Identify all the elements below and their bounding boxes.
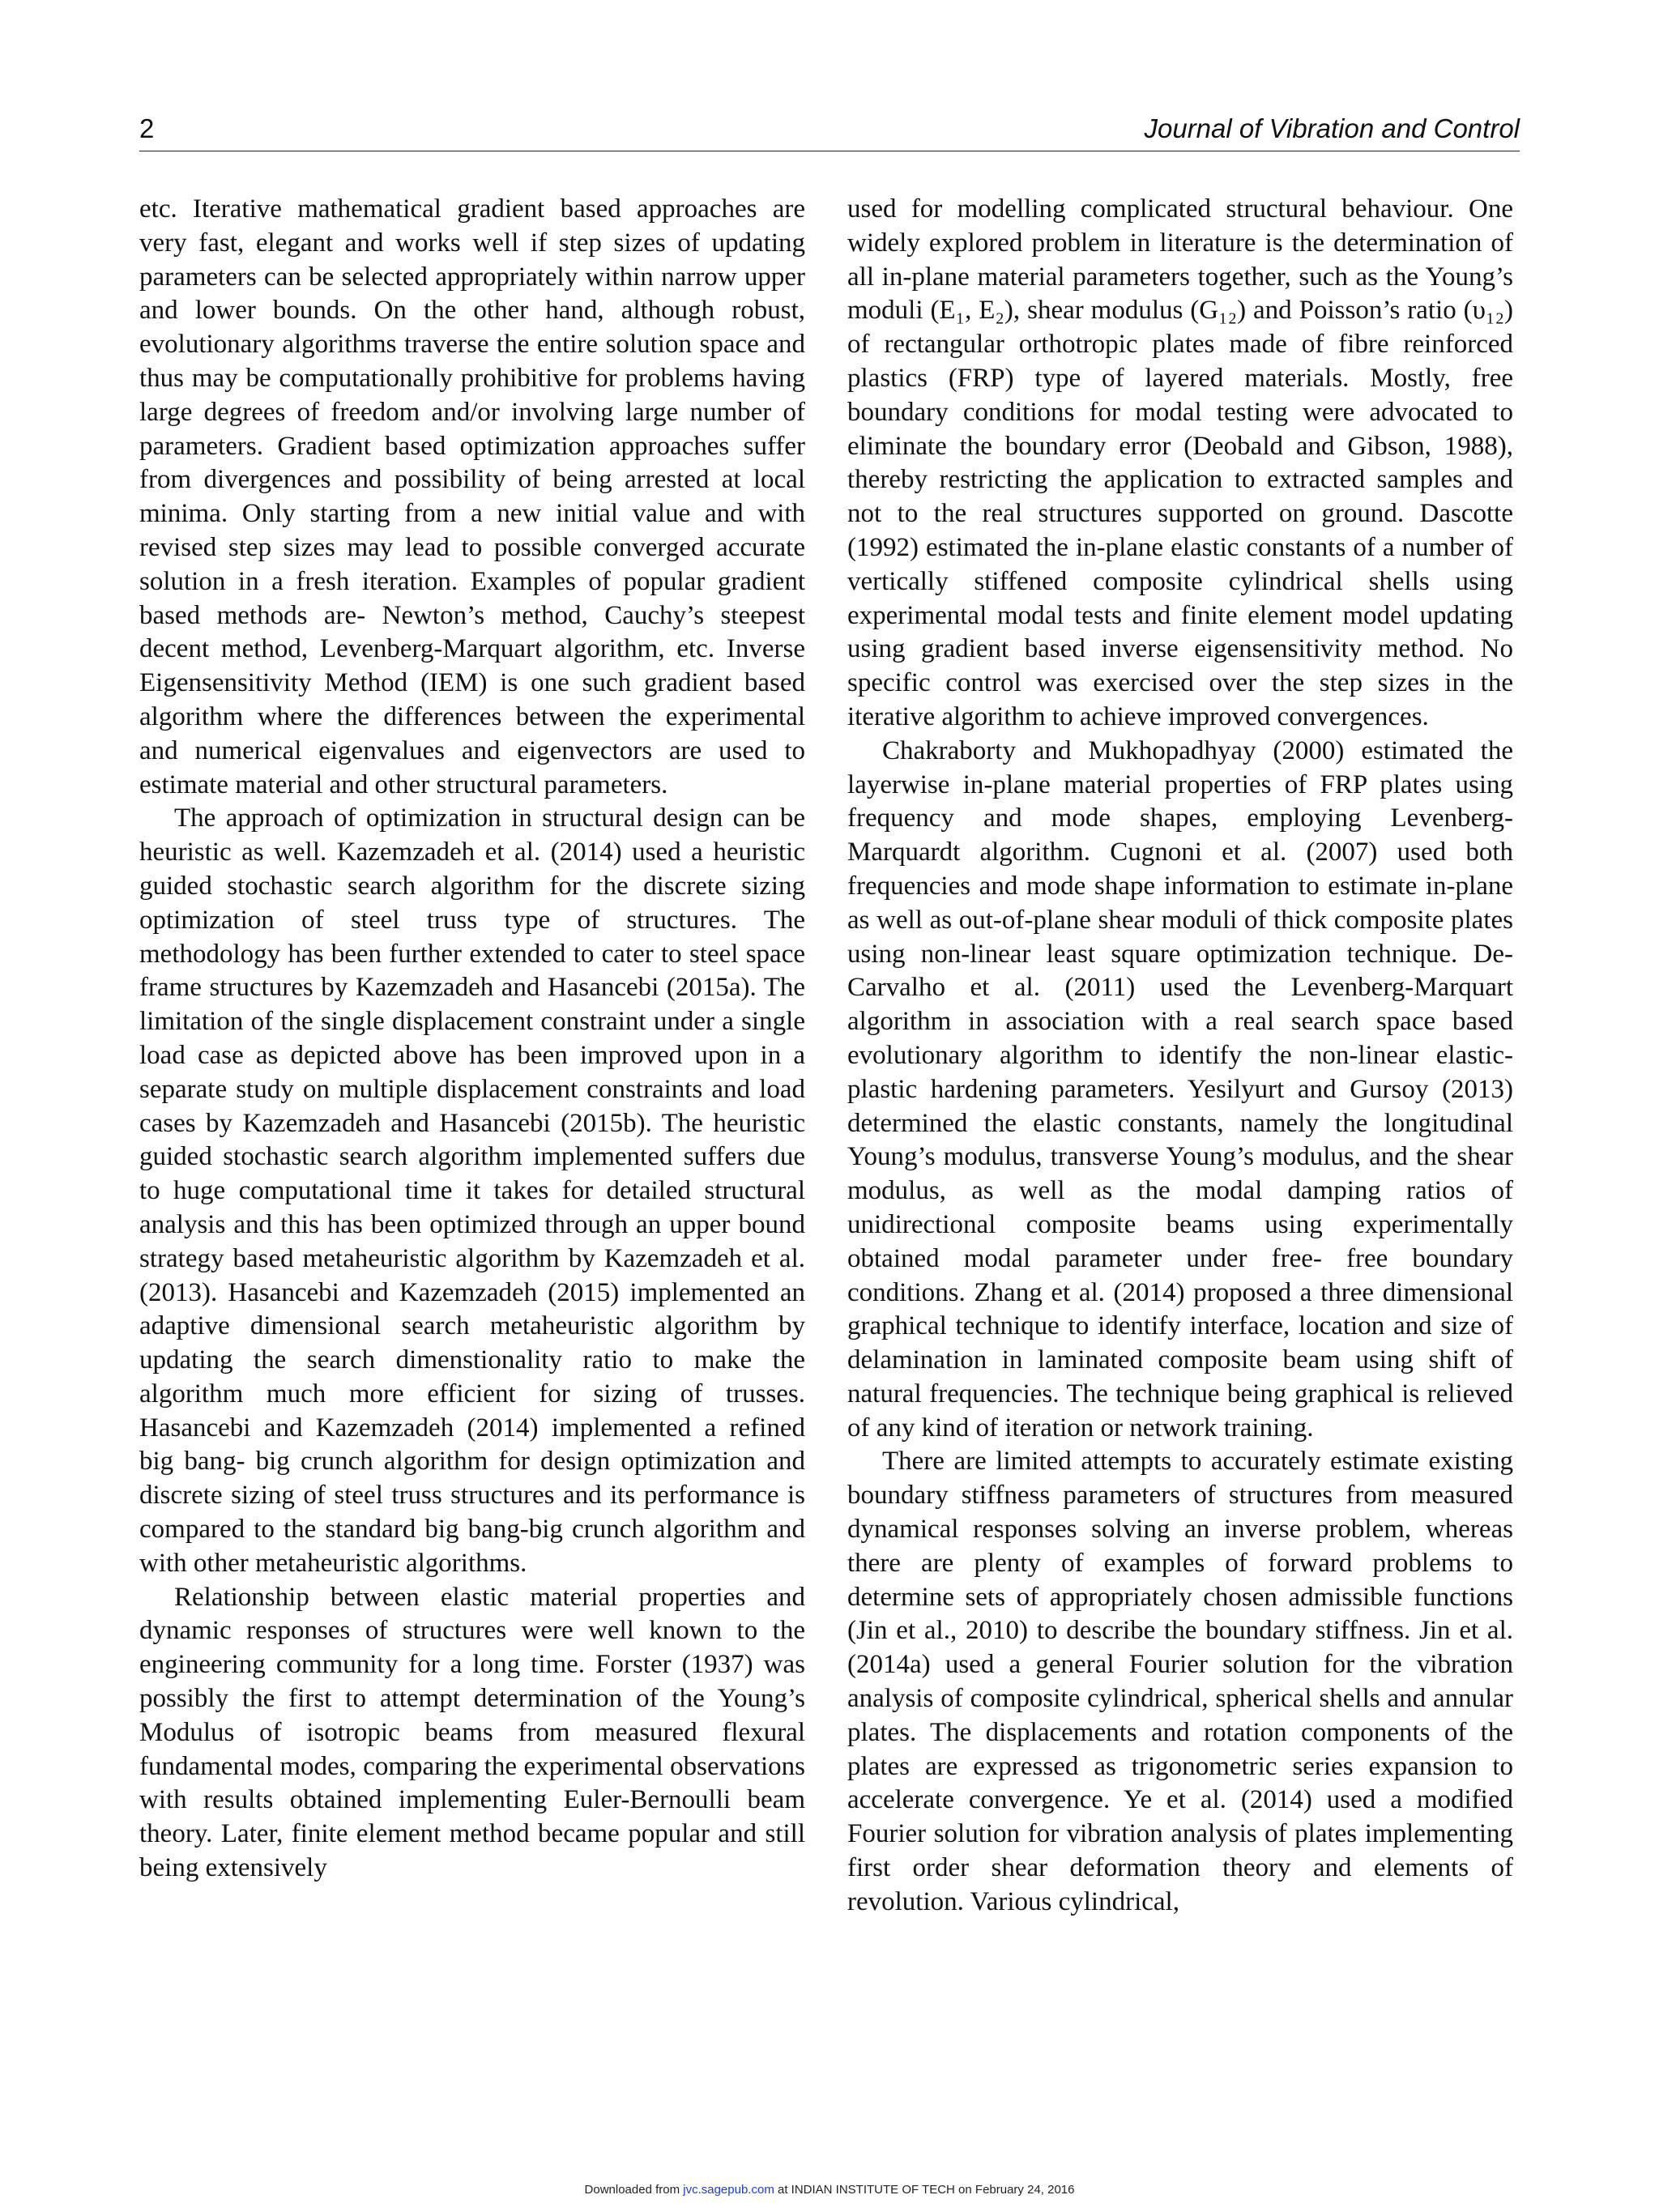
- paragraph: Chakraborty and Mukhopadhyay (2000) estimated the layerwise in-plane material properties of FRP plates using frequency and mode shapes, employing Levenberg- Marquardt algorithm. Cugnoni et al. (2007) used both frequencies and mode shape information to estimate in-plane as well as out-of-plane shear moduli of thick composite plates using non-linear least square optimization technique. De-Carvalho et al. (2011) used the Levenberg-Marquart algorithm in association with a real search space based evolutionary algorithm to identify the non-linear elastic-plastic hardening parameters. Yesilyurt and Gursoy (2013) determined the elastic constants, namely the longitudinal Young’s modulus, transverse Young’s modulus, and the shear modulus, as well as the modal damping ratios of unidirectional composite beams using experimentally obtained modal parameter under free- free boundary conditions. Zhang et al. (2014) proposed a three dimensional graphical technique to identify interface, location and size of delamination in laminated composite beam using shift of natural frequencies. The technique being graphical is relieved of any kind of iteration or network training.: [847, 735, 1513, 1443]
- page-number: 2: [139, 113, 155, 143]
- left-column: [139, 193, 805, 2039]
- footer-link[interactable]: jvc.sagepub.com: [683, 2183, 774, 2197]
- paragraph: The approach of optimization in structural design can be heuristic as well. Kazemzadeh et al. (2014) used a heuristic guided stochastic search algorithm for the discrete sizing optimization of steel truss type of structures. The methodology has been further extended to cater to steel space frame structures by Kazemzadeh and Hasancebi (2015a). The limitation of the single displacement constraint under a single load case as depicted above has been improved upon in a separate study on multiple displacement constraints and load cases by Kazemzadeh and Hasancebi (2015b). The heuristic guided stochastic search algorithm implemented suffers due to huge computational time it takes for detailed structural analysis and this has been optimized through an upper bound strategy based metaheuristic algorithm by Kazemzadeh et al. (2013). Hasancebi and Kazemzadeh (2015) implemented an adaptive dimensional search metaheuristic algorithm by updating the search dimenstionality ratio to make the algorithm much more efficient for sizing of trusses. Hasancebi and Kazemzadeh (2014) implemented a refined big bang- big crunch algorithm for design optimization and discrete sizing of steel truss structures and its performance is compared to the standard big bang-big crunch algorithm and with other metaheuristic algorithms.: [139, 803, 805, 1578]
- paragraph: There are limited attempts to accurately estimate existing boundary stiffness parameters of structures from measured dynamical responses solving an inverse problem, whereas there are plenty of examples of forward problems to determine sets of appropriately chosen admissible functions (Jin et al., 2010) to describe the boundary stiffness. Jin et al. (2014a) used a general Fourier solution for the vibration analysis of composite cylindrical, spherical shells and annular plates. The displacements and rotation components of the plates are expressed as trigonometric series expansion to accelerate convergence. Ye et al. (2014) used a modified Fourier solution for vibration analysis of plates implementing first order shear deformation theory and elements of revolution. Various cylindrical,: [847, 1447, 1513, 1916]
- paragraph: Relationship between elastic material properties and dynamic responses of structures were well known to the engineering community for a long time. Forster (1937) was possibly the first to attempt determination of the Young’s Modulus of isotropic beams from measured flexural fundamental modes, comparing the experimental observations with results obtained implementing Euler-Bernoulli beam theory. Later, finite element method became popular and still being extensively: [139, 1582, 805, 1883]
- footer-prefix: Downloaded from: [584, 2183, 684, 2197]
- journal-title: Journal of Vibration and Control: [1144, 113, 1520, 143]
- running-header: [139, 109, 1520, 149]
- footer-suffix: at INDIAN INSTITUTE OF TECH on February 24, 2016: [774, 2183, 1075, 2197]
- download-footer: [0, 2183, 1659, 2197]
- right-column: [847, 193, 1513, 2039]
- paragraph: used for modelling complicated structural behaviour. One widely explored problem in literature is the determination of all in-plane material parameters together, such as the Young’s moduli (E₁, E₂), shear modulus (G₁₂) and Poisson’s ratio (υ₁₂) of rectangular orthotropic plates made of fibre reinforced plastics (FRP) type of layered materials. Mostly, free boundary conditions for modal testing were advocated to eliminate the boundary error (Deobald and Gibson, 1988), thereby restricting the application to extracted samples and not to the real structures supported on ground. Dascotte (1992) estimated the in-plane elastic constants of a number of vertically stiffened composite cylindrical shells using experimental modal tests and finite element model updating using gradient based inverse eigensensitivity method. No specific control was exercised over the step sizes in the iterative algorithm to achieve improved convergences.: [847, 194, 1513, 731]
- paragraph: etc. Iterative mathematical gradient based approaches are very fast, elegant and works well if step sizes of updating parameters can be selected appropriately within narrow upper and lower bounds. On the other hand, although robust, evolutionary algorithms traverse the entire solution space and thus may be computationally prohibitive for problems having large degrees of freedom and/or involving large number of parameters. Gradient based optimization approaches suffer from divergences and possibility of being arrested at local minima. Only starting from a new initial value and with revised step sizes may lead to possible converged accurate solution in a fresh iteration. Examples of popular gradient based methods are- Newton’s method, Cauchy’s steepest decent method, Levenberg-Marquart algorithm, etc. Inverse Eigensensitivity Method (IEM) is one such gradient based algorithm where the differences between the experimental and numerical eigenvalues and eigenvectors are used to estimate material and other structural parameters.: [139, 194, 805, 799]
